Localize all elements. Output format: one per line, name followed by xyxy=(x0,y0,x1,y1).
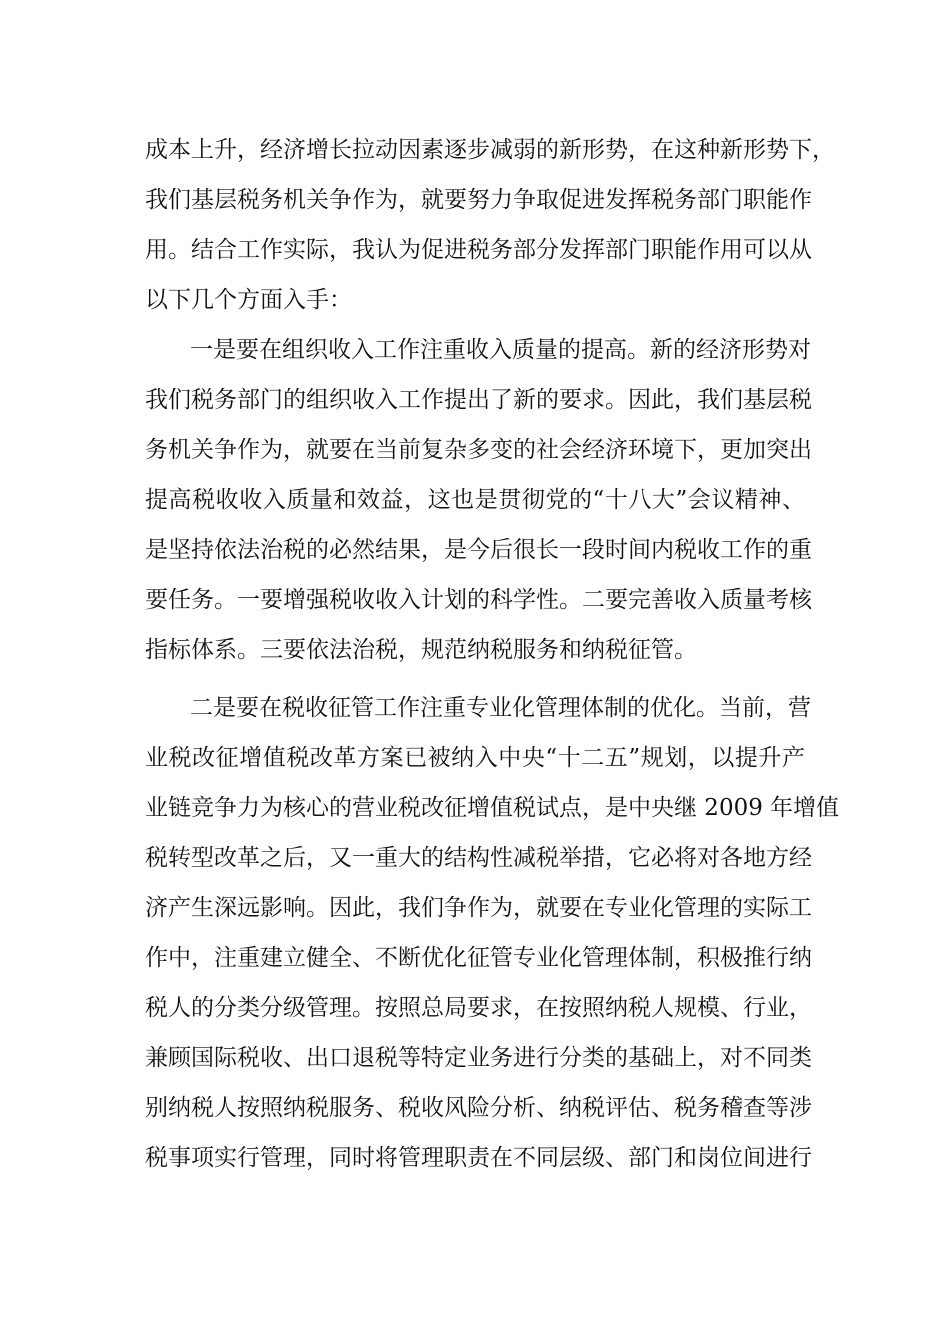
text-line: 用。结合工作实际，我认为促进税务部分发挥部门职能作用可以从 xyxy=(145,237,812,263)
text-line: 我们基层税务机关争作为，就要努力争取促进发挥税务部门职能作 xyxy=(145,187,812,213)
text-line: 成本上升，经济增长拉动因素逐步减弱的新形势，在这种新形势下， xyxy=(145,137,835,163)
paragraph-first-line: 一是要在组织收入工作注重收入质量的提高。新的经济形势对 xyxy=(190,337,811,363)
text-line: 我们税务部门的组织收入工作提出了新的要求。因此，我们基层税 xyxy=(145,387,812,413)
text-line: 提高税收收入质量和效益，这也是贯彻党的“十八大”会议精神、 xyxy=(145,487,805,513)
text-line: 税人的分类分级管理。按照总局要求，在按照纳税人规模、行业， xyxy=(145,995,812,1021)
text-line: 济产生深远影响。因此，我们争作为，就要在专业化管理的实际工 xyxy=(145,895,812,921)
text-line: 以下几个方面入手： xyxy=(145,287,352,313)
text-line: 业税改征增值税改革方案已被纳入中央“十二五”规划，以提升产 xyxy=(145,745,805,771)
text-line: 务机关争作为，就要在当前复杂多变的社会经济环境下，更加突出 xyxy=(145,437,812,463)
text-line: 业链竞争力为核心的营业税改征增值税试点，是中央继 2009 年增值 xyxy=(145,795,840,821)
text-line: 兼顾国际税收、出口退税等特定业务进行分类的基础上，对不同类 xyxy=(145,1045,812,1071)
text-line: 指标体系。三要依法治税，规范纳税服务和纳税征管。 xyxy=(145,637,697,663)
paragraph-first-line: 二是要在税收征管工作注重专业化管理体制的优化。当前，营 xyxy=(190,695,811,721)
text-line: 税转型改革之后，又一重大的结构性减税举措，它必将对各地方经 xyxy=(145,845,812,871)
text-line: 别纳税人按照纳税服务、税收风险分析、纳税评估、税务稽查等涉 xyxy=(145,1095,812,1121)
text-line: 税事项实行管理，同时将管理职责在不同层级、部门和岗位间进行 xyxy=(145,1145,812,1171)
text-line: 要任务。一要增强税收收入计划的科学性。二要完善收入质量考核 xyxy=(145,587,812,613)
text-line: 是坚持依法治税的必然结果，是今后很长一段时间内税收工作的重 xyxy=(145,537,812,563)
text-line: 作中，注重建立健全、不断优化征管专业化管理体制，积极推行纳 xyxy=(145,945,812,971)
